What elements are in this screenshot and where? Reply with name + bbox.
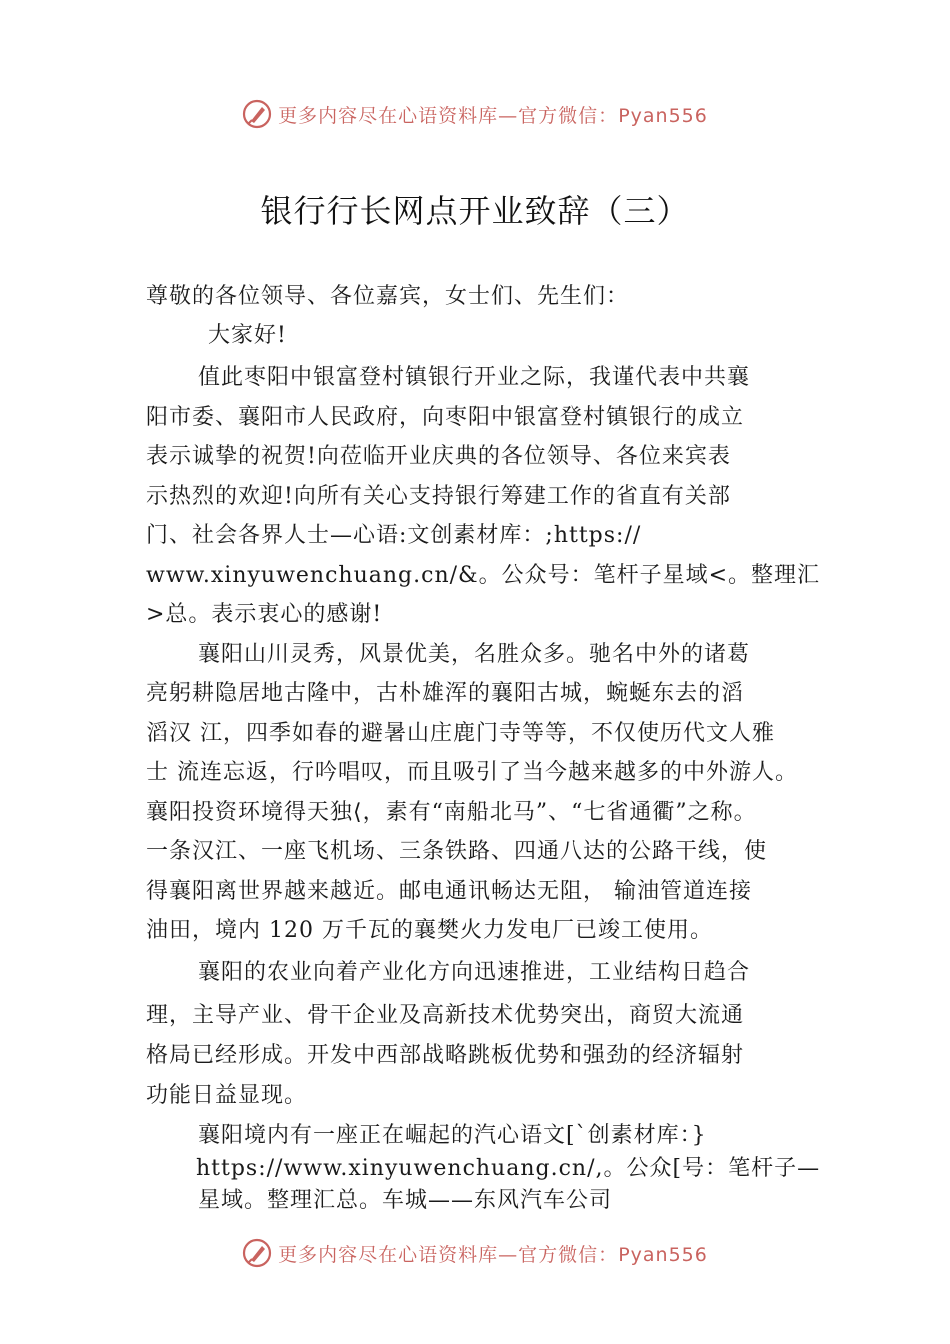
text-line: 门、社会各界人士—心语:文创素材库：;https:// [146,523,642,548]
text-line: 值此枣阳中银富登村镇银行开业之际，我谨代表中共襄 [198,365,751,390]
banner-wechat-id: Pyan556 [618,104,708,127]
text-line: 一条汉江、一座飞机场、三条铁路、四通八达的公路干线，使 [146,839,768,864]
banner-dash: — [498,1243,519,1266]
text-line: 油田，境内 120 万千瓦的襄樊火力发电厂已竣工使用。 [146,918,713,943]
banner-text [278,1240,708,1267]
pen-nib-logo-icon [242,99,272,129]
banner-slogan: 更多内容尽在心语资料库 [278,1243,499,1266]
text-line: 襄阳的农业向着产业化方向迅速推进，工业结构日趋合 [198,960,751,985]
text-line: 示热烈的欢迎!向所有关心支持银行筹建工作的省直有关部 [146,484,731,509]
banner-wechat-id: Pyan556 [618,1243,708,1266]
pen-nib-logo-icon [242,1238,272,1268]
text-line: www.xinyuwenchuang.cn/&。公众号：笔杆子星域<。整理汇 [146,563,821,588]
text-line: 表示诚挚的祝贺!向莅临开业庆典的各位领导、各位来宾表 [146,444,731,469]
text-line: 襄阳投资环境得天独⟨，素有“南船北马”、“七省通衢”之称。 [146,800,757,825]
text-line: 功能日益显现。 [146,1083,308,1108]
text-line: 格局已经形成。开发中西部战略跳板优势和强劲的经济辐射 [146,1043,745,1068]
text-line: 亮躬耕隐居地古隆中，古朴雄浑的襄阳古城，蜿蜒东去的滔 [146,681,745,706]
header-banner [0,94,950,134]
greeting-line: 尊敬的各位领导、各位嘉宾，女士们、先生们： [146,284,630,309]
text-line: 星域。整理汇总。车城——东风汽车公司 [198,1188,613,1213]
text-line: 阳市委、襄阳市人民政府，向枣阳中银富登村镇银行的成立 [146,405,745,430]
text-line: 滔汉 江，四季如春的避暑山庄鹿门寺等等，不仅使历代文人雅 [146,721,775,746]
text-line: 襄阳山川灵秀，风景优美，名胜众多。驰名中外的诸葛 [198,642,751,667]
banner-wechat-label: 官方微信： [518,104,619,127]
banner-slogan: 更多内容尽在心语资料库 [278,104,499,127]
text-line: 襄阳境内有一座正在崛起的汽心语文[`创素材库：} [198,1123,707,1148]
salutation-line: 大家好! [208,323,287,348]
text-line: 士 流连忘返，行吟唱叹，而且吸引了当今越来越多的中外游人。 [146,760,798,785]
banner-wechat-label: 官方微信： [518,1243,619,1266]
text-line: >总。表示衷心的感谢! [146,602,383,627]
text-line: 得襄阳离世界越来越近。邮电通讯畅达无阻， 输油管道连接 [146,879,752,904]
text-line: https://www.xinyuwenchuang.cn/,。公众[号：笔杆子— [196,1156,821,1181]
banner-text [278,101,708,128]
text-line: 理，主导产业、骨干企业及高新技术优势突出，商贸大流通 [146,1003,745,1028]
footer-banner [0,1233,950,1273]
document-title: 银行行长网点开业致辞（三） [260,192,690,230]
banner-dash: — [498,104,519,127]
